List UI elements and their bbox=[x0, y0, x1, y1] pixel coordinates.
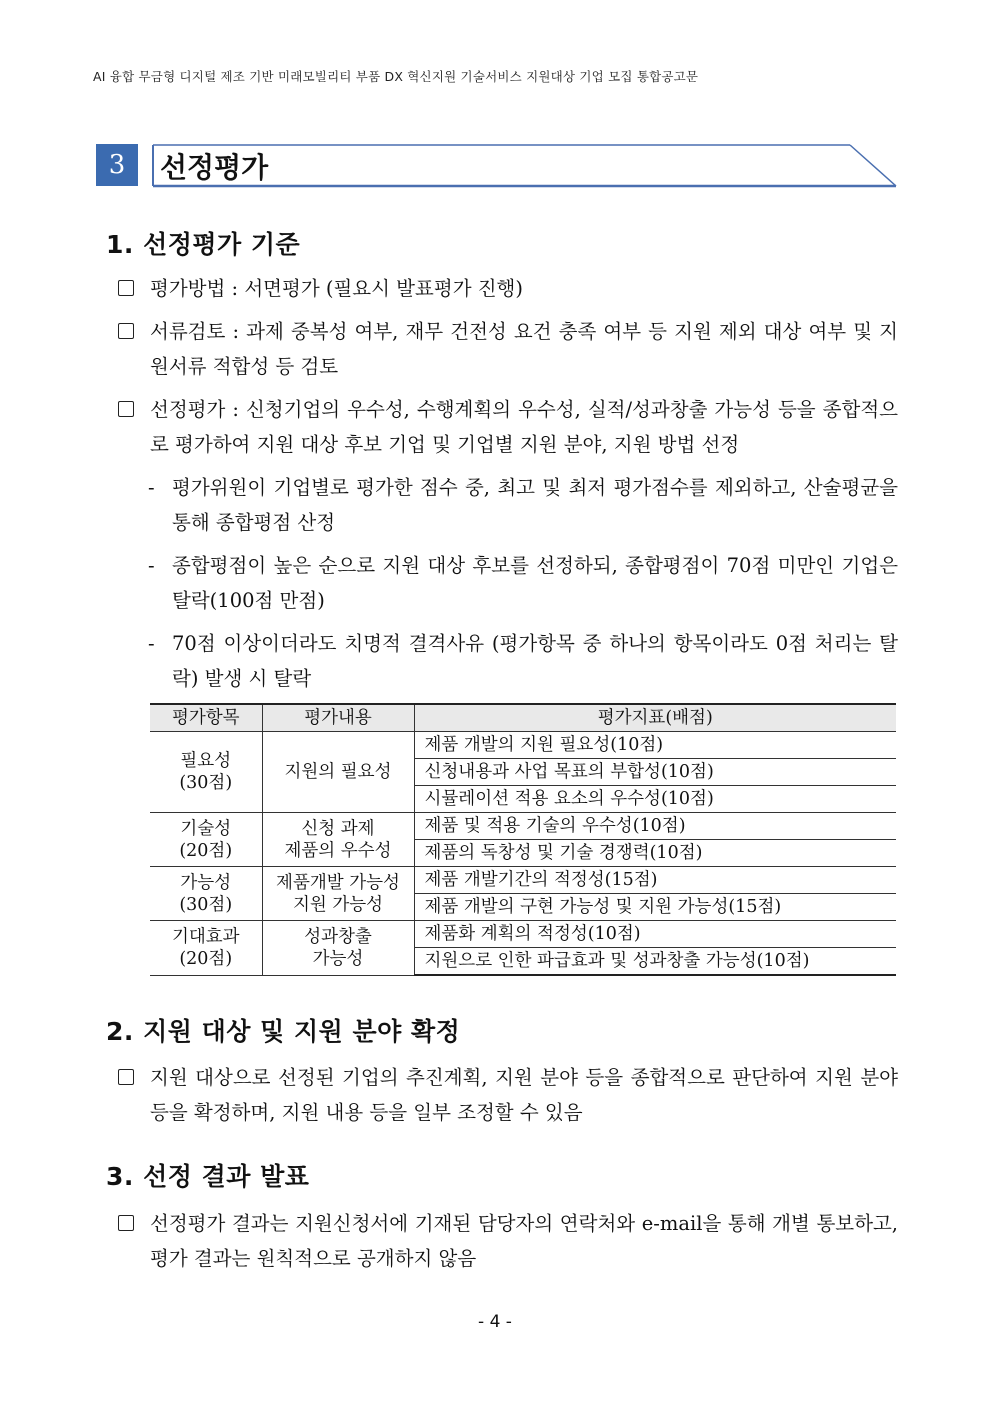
table-row bbox=[150, 732, 896, 759]
checkbox-bullet-icon bbox=[118, 280, 134, 296]
indicator-cell: 제품의 독창성 및 기술 경쟁력(10점) bbox=[414, 840, 896, 867]
checkbox-bullet-icon bbox=[118, 1215, 134, 1231]
list-item-text: 지원 대상으로 선정된 기업의 추진계획, 지원 분야 등을 종합적으로 판단하여 지원 분야 등을 확정하며, 지원 내용 등을 일부 조정할 수 있음 bbox=[150, 1066, 898, 1124]
list-item bbox=[118, 314, 898, 384]
sub-list-item bbox=[148, 470, 898, 540]
checkbox-bullet-icon bbox=[118, 1069, 134, 1085]
indicator-cell: 신청내용과 사업 목표의 부합성(10점) bbox=[414, 759, 896, 786]
indicator-cell: 제품 및 적용 기술의 우수성(10점) bbox=[414, 813, 896, 840]
content-line: 성과창출 bbox=[304, 926, 372, 947]
column-header: 평가내용 bbox=[262, 704, 414, 732]
heading-result-announcement: 3. 선정 결과 발표 bbox=[106, 1162, 310, 1191]
content-line: 제품의 우수성 bbox=[284, 840, 392, 861]
sub-list-item-text: 종합평점이 높은 순으로 지원 대상 후보를 선정하되, 종합평점이 70점 미만인 기업은 탈락(100점 만점) bbox=[172, 554, 898, 612]
item-name: 기술성 bbox=[180, 818, 232, 839]
indicator-cell: 제품 개발의 구현 가능성 및 지원 가능성(15점) bbox=[414, 894, 896, 921]
heading-support-confirmation: 2. 지원 대상 및 지원 분야 확정 bbox=[106, 1017, 461, 1046]
table-row bbox=[150, 921, 896, 948]
content-line: 지원 가능성 bbox=[292, 894, 384, 915]
table-header-row bbox=[150, 704, 896, 732]
item-points: (20점) bbox=[179, 840, 233, 861]
evaluation-item-cell bbox=[150, 921, 262, 976]
table-row bbox=[150, 813, 896, 840]
indicator-cell: 제품화 계획의 적정성(10점) bbox=[414, 921, 896, 948]
item-points: (30점) bbox=[179, 894, 233, 915]
heading-selection-criteria: 1. 선정평가 기준 bbox=[106, 230, 301, 259]
list-item bbox=[118, 1060, 898, 1130]
item-name: 가능성 bbox=[180, 872, 232, 893]
list-item-text: 선정평가 : 신청기업의 우수성, 수행계획의 우수성, 실적/성과창출 가능성 등을 종합적으로 평가하여 지원 대상 후보 기업 및 기업별 지원 분야, 지원 방법 선정 bbox=[150, 398, 898, 456]
sub-list-item-text: 평가위원이 기업별로 평가한 점수 중, 최고 및 최저 평가점수를 제외하고, 산술평균을 통해 종합평점 산정 bbox=[172, 476, 898, 534]
item-points: (30점) bbox=[179, 773, 233, 793]
indicator-cell: 제품 개발기간의 적정성(15점) bbox=[414, 867, 896, 894]
indicator-cell: 시뮬레이션 적용 요소의 우수성(10점) bbox=[414, 786, 896, 813]
indicator-cell: 지원으로 인한 파급효과 및 성과창출 가능성(10점) bbox=[414, 948, 896, 976]
content-line: 제품개발 가능성 bbox=[276, 872, 400, 893]
sub-list-item bbox=[148, 548, 898, 618]
sub-list-item bbox=[148, 626, 898, 696]
content-line: 가능성 bbox=[312, 948, 364, 969]
column-header: 평가지표(배점) bbox=[414, 704, 896, 732]
column-header: 평가항목 bbox=[150, 704, 262, 732]
item-name: 필요성 bbox=[180, 751, 232, 771]
evaluation-content-cell bbox=[262, 732, 414, 813]
dash-marker: - bbox=[148, 554, 155, 577]
list-item-text: 선정평가 결과는 지원신청서에 기재된 담당자의 연락처와 e-mail을 통해 개별 통보하고, 평가 결과는 원칙적으로 공개하지 않음 bbox=[150, 1212, 898, 1270]
list-item bbox=[118, 392, 898, 462]
evaluation-item-cell bbox=[150, 732, 262, 813]
dash-marker: - bbox=[148, 632, 155, 655]
checkbox-bullet-icon bbox=[118, 401, 134, 417]
evaluation-criteria-table bbox=[150, 703, 896, 976]
evaluation-item-cell bbox=[150, 867, 262, 921]
indicator-cell: 제품 개발의 지원 필요성(10점) bbox=[414, 732, 896, 759]
evaluation-item-cell bbox=[150, 813, 262, 867]
section-title: 선정평가 bbox=[160, 151, 269, 184]
sub-list-item-text: 70점 이상이더라도 치명적 결격사유 (평가항목 중 하나의 항목이라도 0점 처리는 탈락) 발생 시 탈락 bbox=[172, 632, 898, 690]
content-line: 신청 과제 bbox=[301, 818, 375, 839]
list-item-text: 서류검토 : 과제 중복성 여부, 재무 건전성 요건 충족 여부 등 지원 제외 대상 여부 및 지원서류 적합성 등 검토 bbox=[150, 320, 898, 378]
document-header: AI 융합 무금형 디지털 제조 기반 미래모빌리티 부품 DX 혁신지원 기술서비스 지원대상 기업 모집 통합공고문 bbox=[93, 69, 699, 84]
page-number: - 4 - bbox=[478, 1312, 512, 1332]
list-item bbox=[118, 271, 898, 306]
content-line: 지원의 필요성 bbox=[284, 762, 392, 782]
list-item bbox=[118, 1206, 898, 1276]
evaluation-content-cell bbox=[262, 867, 414, 921]
table-row bbox=[150, 867, 896, 894]
section-number-badge: 3 bbox=[96, 144, 138, 186]
dash-marker: - bbox=[148, 476, 155, 499]
item-name: 기대효과 bbox=[171, 926, 240, 947]
evaluation-content-cell bbox=[262, 813, 414, 867]
item-points: (20점) bbox=[179, 948, 233, 969]
list-item-text: 평가방법 : 서면평가 (필요시 발표평가 진행) bbox=[150, 277, 524, 300]
evaluation-content-cell bbox=[262, 921, 414, 976]
checkbox-bullet-icon bbox=[118, 323, 134, 339]
